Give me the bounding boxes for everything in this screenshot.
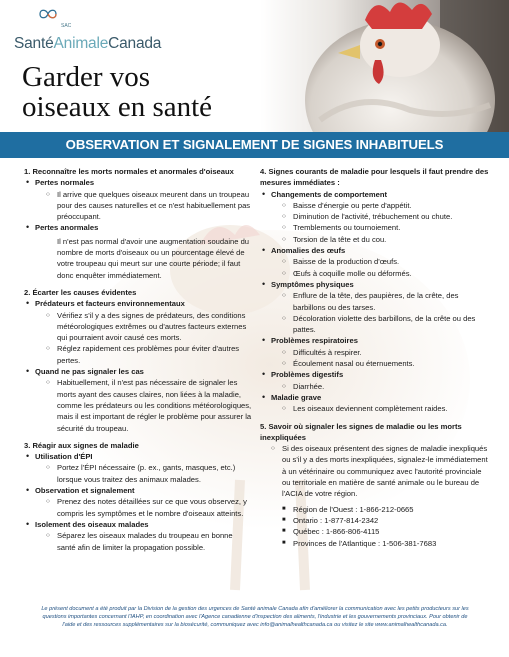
list-subitem: ○ Habituellement, il n'est pas nécessaire de signaler les morts ayant des causes claires, non liées à la maladie, comme les prédateurs ou les conditions météorologiques, mais il est important de régler le problème pour assurer la sécurité du troupeau. (35, 377, 252, 433)
section-5-title: 5. Savoir où signaler les signes de maladie ou les morts inexpliquées (260, 421, 462, 442)
section-4 (260, 166, 490, 415)
list-subitem: ○ Diarrhée. (271, 381, 490, 392)
list-paragraph: Il n'est pas normal d'avoir une augmentation soudaine du nombre de morts d'oiseaux ou un pourcentage élevé de votre troupeau qui meurt sur une courte période; il faut donc enquêter immédiatement. (57, 236, 250, 280)
contact-item: ■ Québec : 1-866-806-4115 (260, 526, 490, 537)
hen-photo (260, 0, 509, 140)
list-item: • Isolement des oiseaux malades ○ Séparez les oiseaux malades du troupeau en bonne santé afin de limiter la propagation possible. (24, 519, 252, 553)
list-item: • Maladie grave ○ Les oiseaux deviennent complètement raides. (260, 392, 490, 415)
list-item: • Pertes normales ○ Il arrive que quelques oiseaux meurent dans un troupeau pour des causes naturelles et ce n'est habituellement pas préoccupant. (24, 177, 252, 222)
banner-title: OBSERVATION ET SIGNALEMENT DE SIGNES INHABITUELS (65, 137, 444, 152)
list-subitem: ○ Les oiseaux deviennent complètement raides. (271, 403, 490, 414)
list-subitem: ○ Si des oiseaux présentent des signes de maladie inexpliqués ou s'il y a des morts inexpliquées, signalez-le immédiatement à un vétérinaire ou communiquez avec l'autorité provinciale ou territoriale en matière de santé animale ou le bureau de l'ACIA de votre région. (260, 443, 490, 499)
title-line-1: Garder vos (22, 61, 151, 93)
list-subitem: ○ Réglez rapidement ces problèmes pour éviter d'autres pertes. (35, 343, 252, 366)
logo-wordmark (14, 35, 161, 53)
list-item: • Changements de comportement ○ Baisse d'énergie ou perte d'appétit. ○ Diminution de l'activité, trébuchement ou chute. ○ Tremblements ou tournoiement. ○ Torsion de la tête et du cou. (260, 189, 490, 245)
sac-logo (14, 8, 184, 52)
list-subitem: ○ Séparez les oiseaux malades du troupeau en bonne santé afin de limiter la propagation possible. (35, 530, 252, 553)
section-1 (24, 166, 252, 281)
contact-item: ■ Provinces de l'Atlantique : 1-506-381-7683 (260, 538, 490, 549)
list-subitem: ○ Enflure de la tête, des paupières, de la crête, des barbillons ou des tarses. (271, 290, 490, 313)
list-subitem: ○ Prenez des notes détaillées sur ce que vous observez, y compris les symptômes et le nombre d'oiseaux atteints. (35, 496, 252, 519)
logo-word-1: Santé (14, 35, 54, 52)
section-5 (260, 421, 490, 549)
list-subitem: ○ Diminution de l'activité, trébuchement ou chute. (271, 211, 490, 222)
section-3-title: 3. Réagir aux signes de maladie (24, 440, 139, 450)
list-item: • Pertes anormales Il n'est pas normal d'avoir une augmentation soudaine du nombre de morts d'oiseaux ou un pourcentage élevé de votre troupeau qui meurt sur une courte période; il faut donc enquêter immédiatement. (24, 222, 252, 280)
section-4-title: 4. Signes courants de maladie pour lesquels il faut prendre des mesures immédiates : (260, 167, 489, 188)
list-subitem: ○ Torsion de la tête et du cou. (271, 234, 490, 245)
list-item: • Symptômes physiques ○ Enflure de la tête, des paupières, de la crête, des barbillons ou des tarses. ○ Décoloration violette des barbillons, de la crête ou des pattes. (260, 279, 490, 335)
list-item: • Prédateurs et facteurs environnementaux ○ Vérifiez s'il y a des signes de prédateurs, des conditions météorologiques extrêmes ou d'autres facteurs externes qui pourraient avoir causé ces morts. ○ Réglez rapidement ces problèmes pour éviter d'autres pertes. (24, 298, 252, 366)
logo-superscript: SAC (61, 23, 72, 29)
list-subitem: ○ Difficultés à respirer. (271, 347, 490, 358)
list-subitem: ○ Décoloration violette des barbillons, de la crête ou des pattes. (271, 313, 490, 336)
list-subitem: ○ Il arrive que quelques oiseaux meurent dans un troupeau pour des causes naturelles et ce n'est habituellement pas préoccupant. (35, 189, 252, 223)
list-subitem: ○ Baisse d'énergie ou perte d'appétit. (271, 200, 490, 211)
list-subitem: ○ Vérifiez s'il y a des signes de prédateurs, des conditions météorologiques extrêmes ou d'autres facteurs externes qui pourraient avoir causé ces morts. (35, 310, 252, 344)
section-2 (24, 287, 252, 434)
list-subitem: ○ Écoulement nasal ou éternuements. (271, 358, 490, 369)
footer-note: Le présent document a été produit par la Division de la gestion des urgences de Santé animale Canada afin d'améliorer la communication avec les petits producteurs sur les questions importantes concernant l'IAHP, en coordination avec l'Agence canadienne d'inspection des aliments, l'industrie et les gouvernements provinciaux. Pour obtenir de l'aide et des ressources supplémentaires sur la biosécurité, communiquez avec info@animalhealthcanada.ca ou visitez le site www.animalhealthcanada.ca. (41, 606, 469, 628)
logo-infinity-icon (36, 8, 60, 20)
section-3 (24, 440, 252, 553)
page-title (22, 62, 262, 122)
contact-item: ■ Ontario : 1-877-814-2342 (260, 515, 490, 526)
title-line-2: oiseaux en santé (22, 91, 213, 123)
right-column (260, 166, 490, 555)
list-item: • Problèmes digestifs ○ Diarrhée. (260, 369, 490, 392)
list-subitem: ○ Œufs à coquille molle ou déformés. (271, 268, 490, 279)
list-subitem: ○ Portez l'ÉPI nécessaire (p. ex., gants, masques, etc.) lorsque vous traitez des animaux malades. (35, 462, 252, 485)
list-item: • Observation et signalement ○ Prenez des notes détaillées sur ce que vous observez, y compris les symptômes et le nombre d'oiseaux atteints. (24, 485, 252, 519)
list-subitem: ○ Tremblements ou tournoiement. (271, 222, 490, 233)
list-item: • Anomalies des œufs ○ Baisse de la production d'œufs. ○ Œufs à coquille molle ou déformés. (260, 245, 490, 279)
left-column (24, 166, 252, 559)
logo-word-2: Animale (53, 35, 109, 52)
list-item: • Quand ne pas signaler les cas ○ Habituellement, il n'est pas nécessaire de signaler les morts ayant des causes claires, non liées à la maladie, comme les prédateurs ou les conditions météorologiques, mais il est important de régler le problème pour assurer la sécurité du troupeau. (24, 366, 252, 434)
list-item: • Problèmes respiratoires ○ Difficultés à respirer. ○ Écoulement nasal ou éternuements. (260, 335, 490, 369)
section-1-title: 1. Reconnaître les morts normales et anormales d'oiseaux (24, 167, 234, 176)
section-banner (0, 132, 509, 158)
list-item: • Utilisation d'ÉPI ○ Portez l'ÉPI nécessaire (p. ex., gants, masques, etc.) lorsque vous traitez des animaux malades. (24, 451, 252, 485)
list-subitem: ○ Baisse de la production d'œufs. (271, 256, 490, 267)
contact-item: ■ Région de l'Ouest : 1-866-212-0665 (260, 504, 490, 515)
logo-word-3: Canada (108, 35, 162, 52)
section-2-title: 2. Écarter les causes évidentes (24, 287, 137, 297)
